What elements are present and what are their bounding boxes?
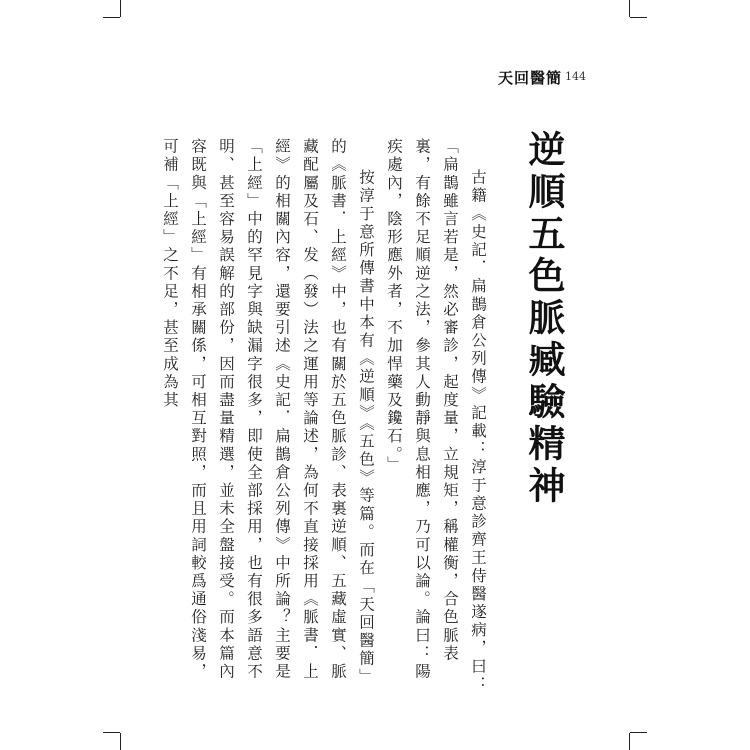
- crop-mark-top-left-horizontal: [103, 17, 120, 18]
- crop-mark-top-right-vertical: [629, 0, 630, 17]
- chapter-title: 逆順五色脈臧驗精神: [522, 130, 565, 508]
- running-header-title: 天回醫簡: [498, 69, 563, 87]
- crop-mark-top-left-vertical: [120, 0, 121, 17]
- body-text: [161, 138, 492, 698]
- page-number: 144: [565, 70, 586, 83]
- crop-mark-top-right-horizontal: [630, 17, 647, 18]
- crop-mark-bottom-right-horizontal: [630, 732, 647, 733]
- crop-mark-bottom-left-vertical: [120, 733, 121, 750]
- paragraph-2: 按淳于意所傳書中本有《逆順》《五色》等篇。而在「天回醫簡」的《脈書．上經》中，也有關於五色脈診、表裏逆順、五藏虛實、脈藏配屬及石、发（發）法之運用等論述，為何不直接採用《脈書．上經》的相關內容，還要引述《史記．扁鵲倉公列傳》中所論？主要是「上經」中的罕見字與缺漏字很多，即使全部採用，也有很多語意不明、甚至容易誤解的部份，因而盡量精選，並未全盤接受。而本篇內容既與「上經」有相承關係，可相互對照，而且用詞較爲通俗淺易，可補「上經」之不足，甚至成為其: [161, 138, 375, 687]
- crop-mark-bottom-right-vertical: [629, 733, 630, 750]
- running-header: [498, 67, 608, 87]
- paragraph-1: 古籍《史記．扁鵲倉公列傳》記載：淳于意診齊王侍醫遂病，曰：「扁鵲雖言若是，然必審診，起度量，立規矩，稱權衡，合色脈表裏，有餘不足順逆之法，參其人動靜與息相應，乃可以論。論曰：陽疾處內，陰形應外者，不加悍藥及鑱石。」: [385, 138, 487, 694]
- crop-mark-bottom-left-horizontal: [103, 732, 120, 733]
